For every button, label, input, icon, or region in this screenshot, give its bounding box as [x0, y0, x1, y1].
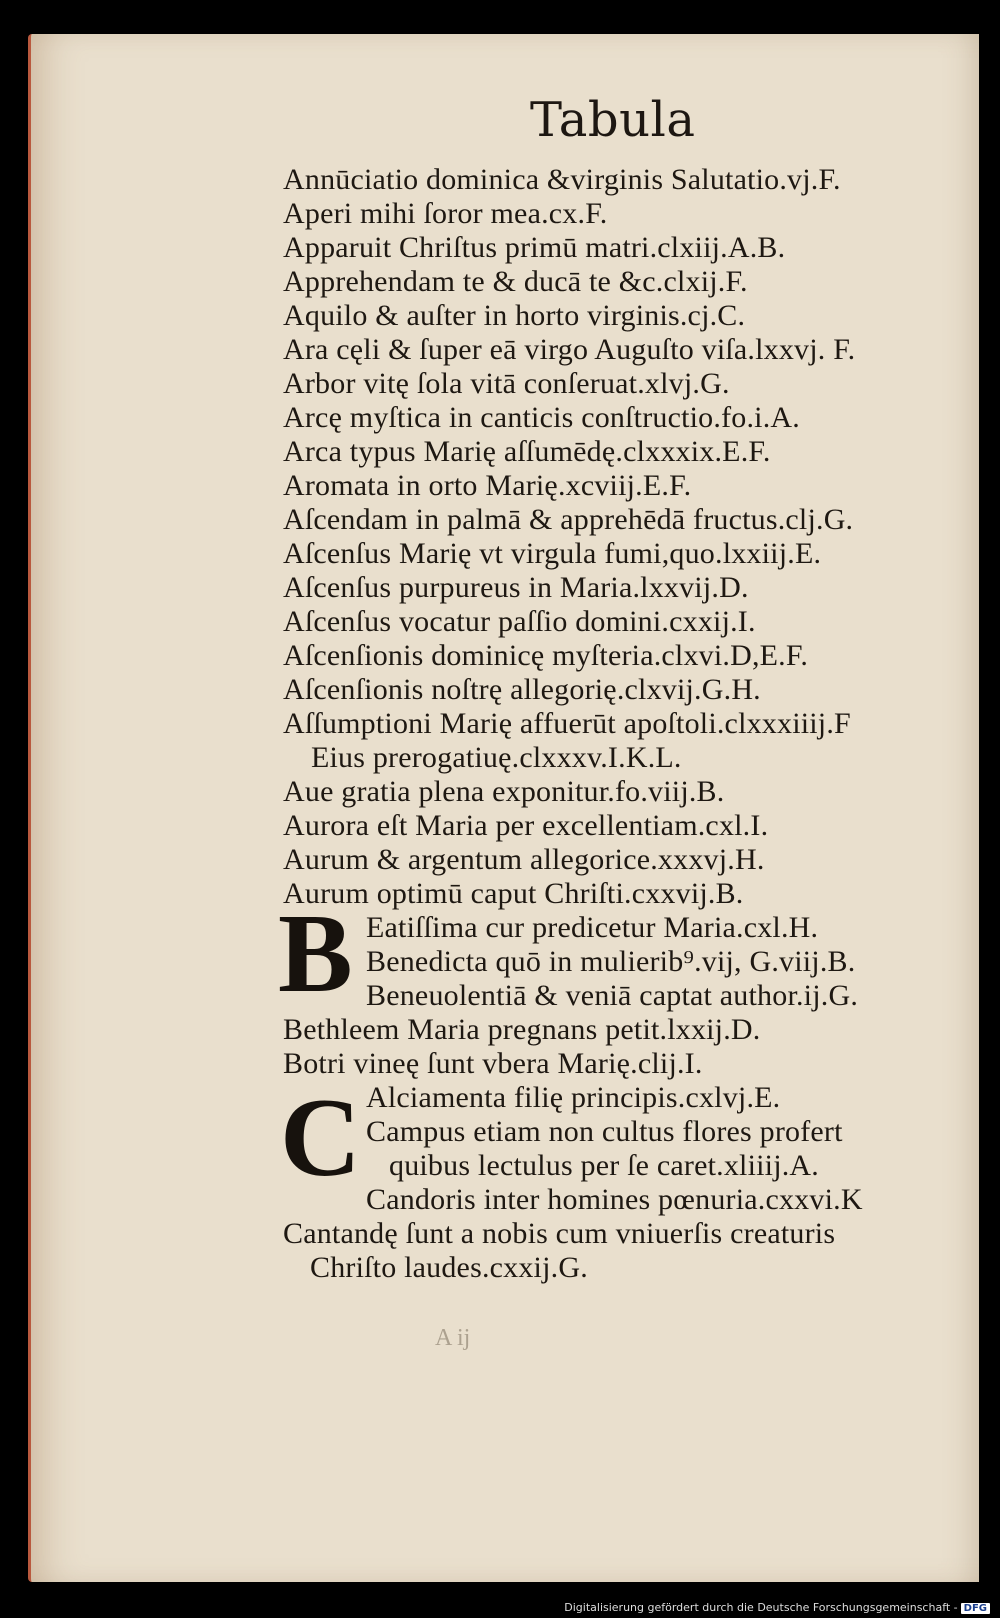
index-entry: Aperi mihi ſoror mea.cx.F.	[283, 197, 608, 230]
index-entry: Eius prerogatiuę.clxxxv.I.K.L.	[311, 741, 682, 774]
index-entry: Bethleem Maria pregnans petit.lxxij.D.	[283, 1013, 761, 1046]
digitization-credit	[564, 1601, 990, 1614]
index-entry: Aſcenſus Marię vt virgula fumi,quo.lxxiij.E.	[283, 537, 822, 570]
index-entry: Aurum optimū caput Chriſti.cxxvij.B.	[283, 877, 744, 910]
index-entry: Cantandę ſunt a nobis cum vniuerſis creaturis	[283, 1217, 836, 1250]
index-entry: Aſcenſus purpureus in Maria.lxxvij.D.	[283, 571, 749, 604]
index-entry: Benedicta quō in mulierib⁹.vij, G.viij.B.	[366, 945, 856, 978]
index-entry: Campus etiam non cultus flores profert	[366, 1115, 843, 1148]
index-entry: Annūciatio dominica &virginis Salutatio.vj.F.	[283, 163, 841, 196]
index-entry: Aquilo & auſter in horto virginis.cj.C.	[283, 299, 746, 332]
dfg-logo-icon: DFG	[961, 1603, 990, 1614]
drop-cap-c: C	[280, 1076, 361, 1200]
signature-mark: A ij	[435, 1325, 471, 1351]
index-entry: Aſcenſionis noſtrę allegorię.clxvij.G.H.	[283, 673, 761, 706]
drop-cap-b: B	[278, 892, 353, 1016]
index-entry: Apprehendam te & ducā te &c.clxij.F.	[283, 265, 748, 298]
index-entry: Apparuit Chriſtus primū matri.clxiij.A.B.	[283, 231, 786, 264]
index-entry: Aſcendam in palmā & apprehēdā fructus.clj.G.	[283, 503, 854, 536]
index-entry: Alciamenta filię principis.cxlvj.E.	[366, 1081, 781, 1114]
page-heading: Tabula	[530, 92, 696, 148]
index-entry: quibus lectulus per ſe caret.xliiij.A.	[389, 1149, 819, 1182]
index-entry: Eatiſſima cur predicetur Maria.cxl.H.	[366, 911, 819, 944]
index-entry: Aromata in orto Marię.xcviij.E.F.	[283, 469, 692, 502]
index-entry: Aſſumptioni Marię affuerūt apoſtoli.clxxxiiij.F	[283, 707, 851, 740]
index-entry: Aurora eſt Maria per excellentiam.cxl.I.	[283, 809, 769, 842]
index-entry: Arca typus Marię aſſumēdę.clxxxix.E.F.	[283, 435, 771, 468]
index-entry: Ara cęli & ſuper eā virgo Auguſto viſa.lxxvj. F.	[283, 333, 856, 366]
index-entry: Aurum & argentum allegorice.xxxvj.H.	[283, 843, 765, 876]
index-entry: Beneuolentiā & veniā captat author.ij.G.	[366, 979, 859, 1012]
index-entry: Chriſto laudes.cxxij.G.	[310, 1251, 588, 1284]
index-entry: Botri vineę ſunt vbera Marię.clij.I.	[283, 1047, 703, 1080]
credit-text: Digitalisierung gefördert durch die Deutsche Forschungsgemeinschaft -	[564, 1601, 958, 1614]
index-entry: Aſcenſus vocatur paſſio domini.cxxij.I.	[283, 605, 756, 638]
index-entry: Aſcenſionis dominicę myſteria.clxvi.D,E.F.	[283, 639, 809, 672]
index-entry: Aue gratia plena exponitur.fo.viij.B.	[283, 775, 725, 808]
index-entry: Candoris inter homines pœnuria.cxxvi.K	[366, 1183, 863, 1216]
index-entry: Arbor vitę ſola vitā conſeruat.xlvj.G.	[283, 367, 730, 400]
index-entry: Arcę myſtica in canticis conſtructio.fo.i.A.	[283, 401, 800, 434]
